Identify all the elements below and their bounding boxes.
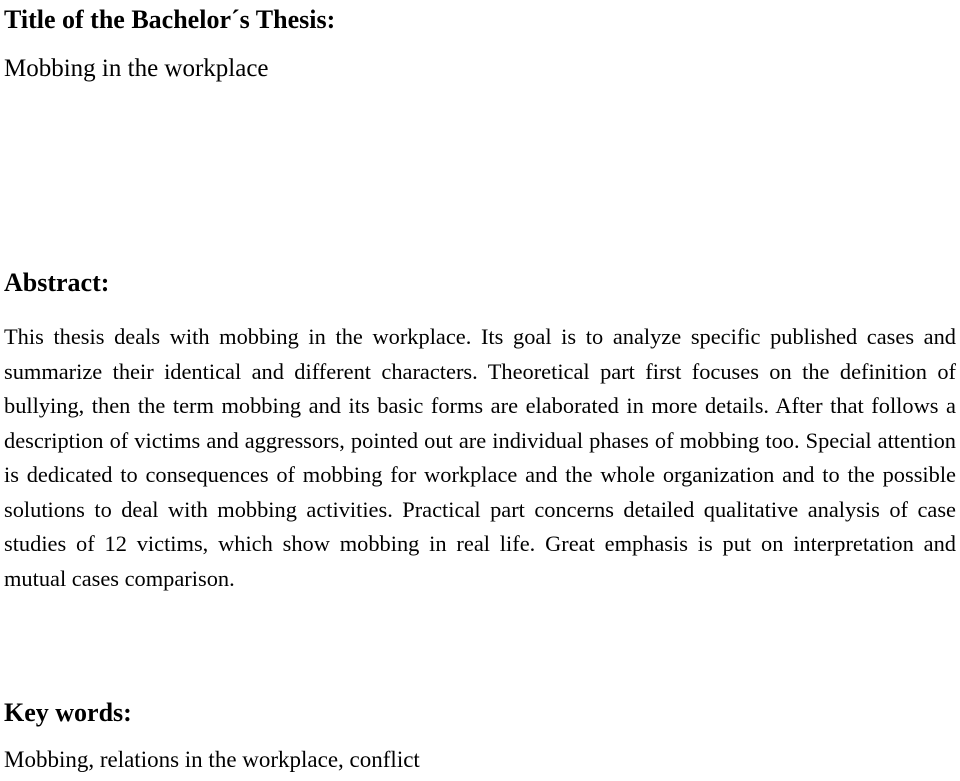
document-page xyxy=(4,0,956,781)
keywords-list: Mobbing, relations in the workplace, conflict xyxy=(4,747,420,772)
abstract-heading: Abstract: xyxy=(4,268,110,297)
thesis-title-heading: Title of the Bachelor´s Thesis: xyxy=(4,5,336,34)
thesis-title: Mobbing in the workplace xyxy=(4,55,269,82)
abstract-body: This thesis deals with mobbing in the workplace. Its goal is to analyze specific published cases and summarize their identical and different characters. Theoretical part first focuses on the definition of bullying, then the term mobbing and its basic forms are elaborated in more details. After that follows a description of victims and aggressors, pointed out are individual phases of mobbing too. Special attention is dedicated to consequences of mobbing for workplace and the whole organization and to the possible solutions to deal with mobbing activities. Practical part concerns detailed qualitative analysis of case studies of 12 victims, which show mobbing in real life. Great emphasis is put on interpretation and mutual cases comparison. xyxy=(4,324,956,591)
keywords-heading: Key words: xyxy=(4,698,132,727)
